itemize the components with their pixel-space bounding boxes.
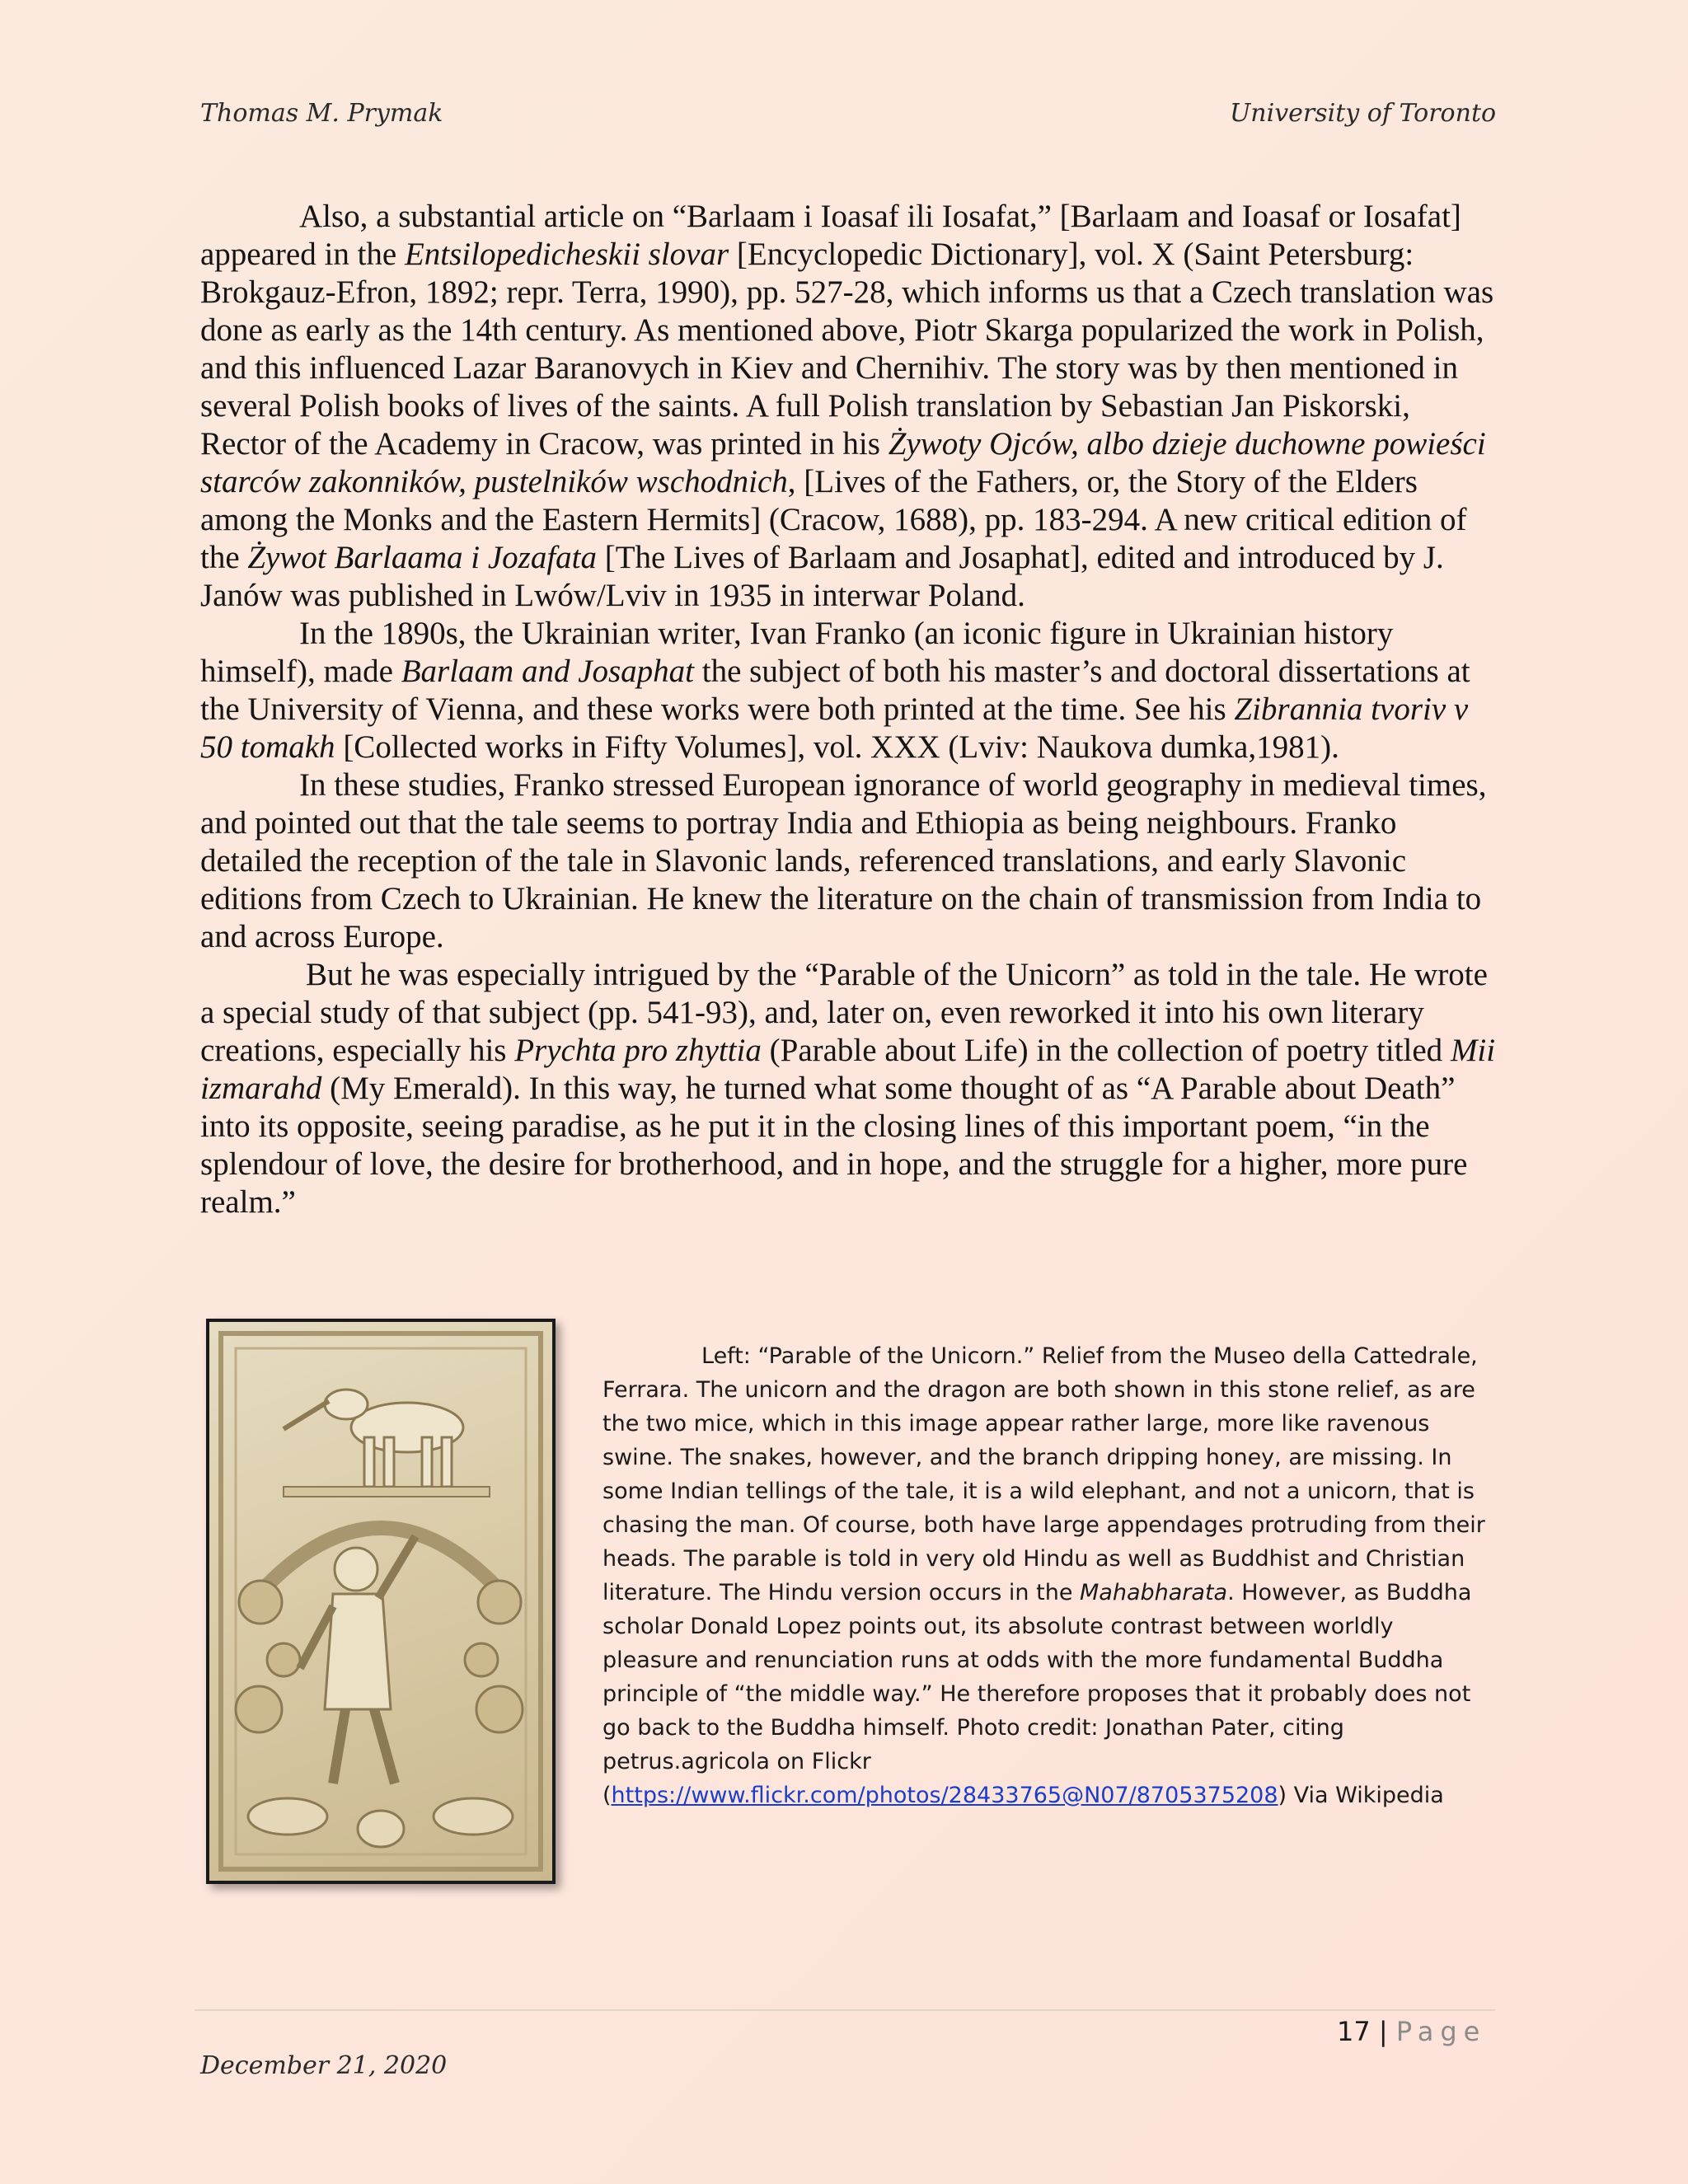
footer-date: December 21, 2020 — [200, 2051, 448, 2080]
unicorn-figure — [284, 1390, 463, 1487]
paragraph-2 — [200, 615, 1503, 766]
unicorn-relief-image — [206, 1319, 556, 1884]
caption-text: . However, as Buddha scholar Donald Lopez points out, its absolute contrast between worldly pleasure and renunciation runs at odds with the more fundamental Buddha principle of “the middle way.” He therefore proposes that it probably does not go back to the Buddha himself. Photo credit: Jonathan Pater, citing petrus.agricola on Flickr ( — [603, 1580, 1472, 1808]
text-run: (Parable about Life) in the collection of poetry titled — [761, 1033, 1451, 1068]
text-run: In these studies, Franko stressed European ignorance of world geography in medieval times, and pointed out that the tale seems to portray India and Ethiopia as being neighbours. Franko detailed the reception of the tale in Slavonic lands, referenced translations, and early Slavonic editions from Czech to Ukrainian. He knew the literature on the chain of transmission from India to and across Europe. — [200, 767, 1487, 954]
man-figure — [300, 1536, 415, 1783]
caption-text: Left: “Parable of the Unicorn.” Relief from the Museo della Cattedrale, Ferrara. The unicorn and the dragon are both shown in this stone relief, as are the two mice, which in this image appear rather large, more like ravenous swine. The snakes, however, and the branch dripping honey, are missing. In some Indian tellings of the tale, it is a wild elephant, and not a unicorn, that is chasing the man. Of course, both have large appendages protruding from their heads. The parable is told in very old Hindu as well as Buddhist and Christian literature. The Hindu version occurs in the — [603, 1343, 1485, 1605]
figure-caption — [603, 1339, 1493, 1812]
page-number — [1337, 2016, 1486, 2047]
italic-title: Mii izmarahd — [200, 1033, 1496, 1106]
caption-paragraph — [603, 1339, 1493, 1812]
text-run: [Collected works in Fifty Volumes], vol. XXX (Lviv: Naukova dumka,1981). — [335, 729, 1339, 765]
page-word: Page — [1395, 2016, 1487, 2047]
paragraph-3 — [200, 766, 1503, 956]
italic-title: Prychta pro zhyttia — [514, 1033, 762, 1068]
header-author: Thomas M. Prymak — [200, 99, 443, 128]
text-run: But he was especially intrigued by the “Parable of the Unicorn” as told in the tale. He wrote a special study of that subject (pp. 541-93), and, later on, even reworked it into his own literary creations, especially his — [200, 957, 1488, 1068]
footer-divider — [195, 2009, 1495, 2011]
paragraph-4 — [200, 956, 1503, 1221]
caption-italic-title: Mahabharata — [1080, 1580, 1228, 1605]
italic-title: Zibrannia tvoriv v 50 tomakh — [200, 691, 1469, 765]
text-run: [Encyclopedic Dictionary], vol. X (Saint Petersburg: Brokgauz-Efron, 1892; repr. Terra, 1990), pp. 527-28, which informs us that a Czech translation was done as early as the 14th century. As mentioned above, Piotr Skarga popularized the work in Polish, and this influenced Lazar Baranovych in Kiev and Chernihiv. The story was by then mentioned in several Polish books of lives of the saints. A full Polish translation by Sebastian Jan Piskorski, Rector of the Academy in Cracow, was printed in his — [200, 237, 1494, 462]
relief-ledge — [284, 1487, 490, 1497]
page-number-separator: | — [1378, 2016, 1388, 2047]
relief-arch — [259, 1528, 503, 1594]
text-run: Also, a substantial article on “Barlaam i Ioasaf ili Iosafat,” [Barlaam and Ioasaf or Iosafat] appeared in the — [200, 199, 1461, 272]
page-number-value: 17 — [1337, 2016, 1371, 2047]
header-affiliation: University of Toronto — [1230, 99, 1497, 128]
relief-illustration — [209, 1322, 552, 1881]
text-run: the subject of both his master’s and doctoral dissertations at the University of Vienna, and these works were both printed at the time. See his — [200, 654, 1470, 727]
text-run: , [Lives of the Fathers, or, the Story of the Elders among the Monks and the Eastern Hermits] (Cracow, 1688), pp. 183-294. A new critical edition of the — [200, 464, 1467, 575]
italic-title: Żywoty Ojców, albo dzieje duchowne powieści starców zakonników, pustelników wschodnich — [200, 426, 1486, 499]
italic-title: Żywot Barlaama i Jozafata — [247, 540, 597, 575]
flickr-link[interactable]: https://www.flickr.com/photos/28433765@N07/8705375208 — [611, 1783, 1278, 1808]
text-run: In the 1890s, the Ukrainian writer, Ivan Franko (an iconic figure in Ukrainian history himself), made — [200, 616, 1394, 689]
caption-text: ) Via Wikipedia — [1278, 1783, 1444, 1808]
body-text — [200, 198, 1503, 1221]
paragraph-1 — [200, 198, 1503, 615]
text-run: (My Emerald). In this way, he turned what some thought of as “A Parable about Death” into its opposite, seeing paradise, as he put it in the closing lines of this important poem, “in the splendour of love, the desire for brotherhood, and in hope, and the struggle for a higher, more pure realm.” — [200, 1071, 1468, 1220]
mice-figures — [248, 1798, 513, 1847]
italic-title: Barlaam and Josaphat — [401, 654, 695, 689]
text-run: [The Lives of Barlaam and Josaphat], edited and introduced by J. Janów was published in Lwów/Lviv in 1935 in interwar Poland. — [200, 540, 1444, 613]
italic-title: Entsilopedicheskii slovar — [404, 237, 729, 272]
